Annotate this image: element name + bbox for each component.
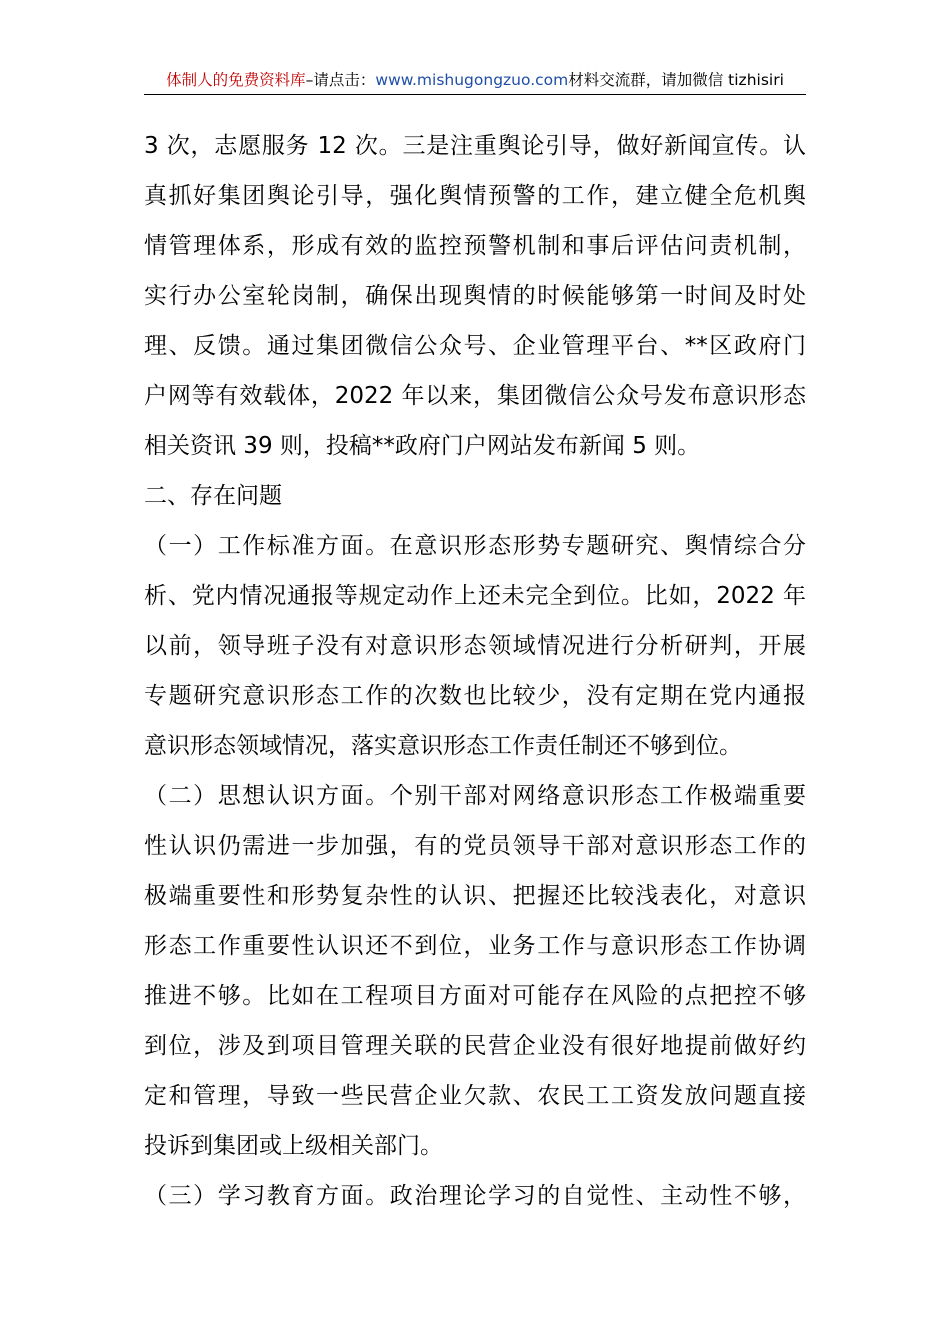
header-link[interactable]: www.mishugongzuo.com — [375, 71, 569, 89]
body-line: 实行办公室轮岗制，确保出现舆情的时候能够第一时间及时处 — [144, 283, 806, 309]
header-note: 材料交流群，请加微信 tizhisiri — [568, 71, 784, 89]
body-line: 以前，领导班子没有对意识形态领域情况进行分析研判，开展 — [144, 633, 806, 659]
section-heading: 二、存在问题 — [144, 483, 282, 509]
body-line: 到位，涉及到项目管理关联的民营企业没有很好地提前做好约 — [144, 1033, 806, 1059]
body-line: 性认识仍需进一步加强，有的党员领导干部对意识形态工作的 — [144, 833, 806, 859]
document-body — [144, 121, 806, 1221]
body-line: 专题研究意识形态工作的次数也比较少，没有定期在党内通报 — [144, 683, 806, 709]
header-prompt: –请点击： — [305, 71, 376, 89]
body-line: 相关资讯 39 则，投稿**政府门户网站发布新闻 5 则。 — [144, 433, 701, 459]
body-line: （三）学习教育方面。政治理论学习的自觉性、主动性不够， — [144, 1183, 806, 1209]
body-line: 意识形态领域情况，落实意识形态工作责任制还不够到位。 — [144, 733, 742, 759]
body-line: 推进不够。比如在工程项目方面对可能存在风险的点把控不够 — [144, 983, 806, 1009]
body-line: 投诉到集团或上级相关部门。 — [144, 1133, 443, 1159]
body-line: 户网等有效载体，2022 年以来，集团微信公众号发布意识形态 — [144, 383, 806, 409]
header-brand: 体制人的免费资料库 — [166, 71, 306, 89]
body-line: 定和管理，导致一些民营企业欠款、农民工工资发放问题直接 — [144, 1083, 806, 1109]
body-line: 理、反馈。通过集团微信公众号、企业管理平台、**区政府门 — [144, 333, 806, 359]
body-line: 3 次，志愿服务 12 次。三是注重舆论引导，做好新闻宣传。认 — [144, 133, 806, 159]
body-line: （二）思想认识方面。个别干部对网络意识形态工作极端重要 — [144, 783, 806, 809]
body-line: 极端重要性和形势复杂性的认识、把握还比较浅表化，对意识 — [144, 883, 806, 909]
body-line: 真抓好集团舆论引导，强化舆情预警的工作，建立健全危机舆 — [144, 183, 806, 209]
page-header — [144, 68, 806, 95]
body-line: 形态工作重要性认识还不到位，业务工作与意识形态工作协调 — [144, 933, 806, 959]
body-line: 情管理体系，形成有效的监控预警机制和事后评估问责机制， — [144, 233, 806, 259]
body-line: （一）工作标准方面。在意识形态形势专题研究、舆情综合分 — [144, 533, 806, 559]
body-line: 析、党内情况通报等规定动作上还未完全到位。比如，2022 年 — [144, 583, 806, 609]
